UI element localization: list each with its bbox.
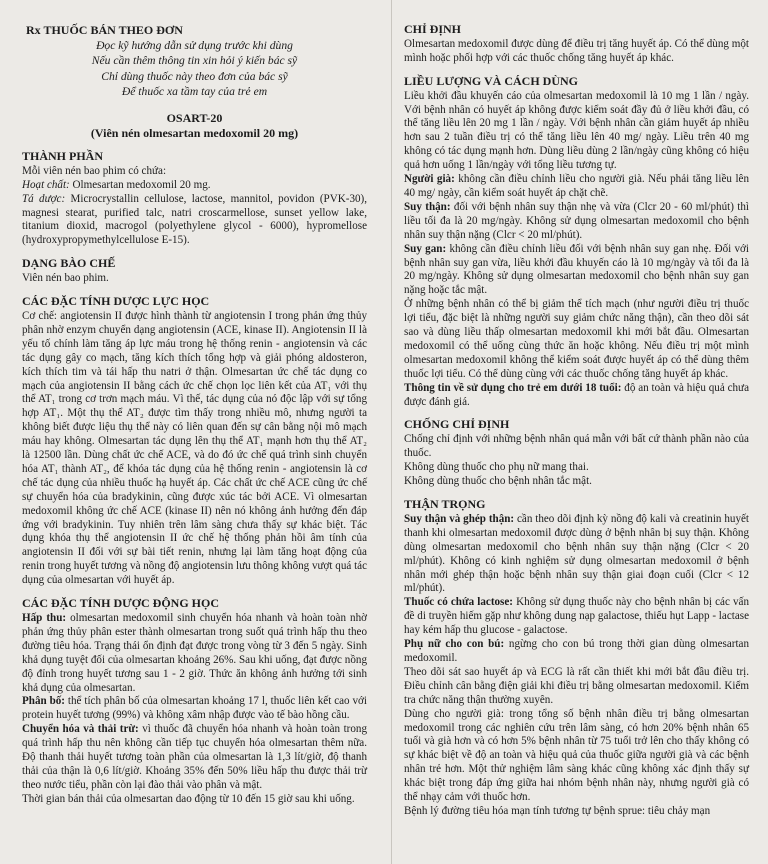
lactose-text: Không sử dụng thuốc này cho bệnh nhân bị các vấn đề di truyền hiếm gặp như không dung nạp galactose, thiếu hụt Lapp - lactase hay kém hấp thu glucose - galactose. <box>404 596 749 637</box>
renal-label: Suy thận: <box>404 200 451 213</box>
rx-label: Rx THUỐC BÁN THEO ĐƠN <box>26 23 183 37</box>
contraindications-heading: CHỐNG CHỈ ĐỊNH <box>404 417 510 432</box>
metabolism-paragraph <box>22 723 367 793</box>
warning-line: Nếu cần thêm thông tin xin hỏi ý kiến bác sỹ <box>91 54 298 68</box>
lactose-label: Thuốc có chứa lactose: <box>404 596 513 609</box>
right-column <box>404 4 749 819</box>
excipients <box>22 193 367 249</box>
composition-heading: THÀNH PHẦN <box>22 148 103 163</box>
absorption-label: Hấp thu: <box>22 612 67 624</box>
nursing-label: Phụ nữ cho con bú: <box>404 638 505 651</box>
precaution-lactose <box>404 596 749 638</box>
hepatic-text: không cần điều chỉnh liều đối với bệnh nhân suy gan nhẹ. Đối với bệnh nhân suy gan vừa, liều khởi đầu khuyến cáo là 10 mg/ngày và tối đa là 20 mg/ngày. Không sử dụng olmesartan medoxomil cho bệnh nhân suy gan nặng hoặc tắc mật. <box>404 242 750 297</box>
contraindication-item: Không dùng thuốc cho bệnh nhân tắc mật. <box>404 475 592 488</box>
precaution-gi: Bệnh lý đường tiêu hóa mạn tính tương tự bệnh sprue: tiêu chảy mạn <box>404 804 711 817</box>
excipients-label: Tá dược: <box>22 192 66 205</box>
distribution-paragraph <box>22 695 367 723</box>
precaution-nursing <box>404 638 749 666</box>
elderly-text: không cần điều chỉnh liều cho người già. Nếu phải tăng liều lên 40 mg/ ngày, cần kiểm soát huyết áp chặt chẽ. <box>404 173 749 199</box>
contraindication-item: Không dùng thuốc cho phụ nữ mang thai. <box>404 461 589 474</box>
precaution-renal-text: cần theo dõi định kỳ nồng độ kali và creatinin huyết thanh khi olmesartan medoxomil được dùng ở bệnh nhân bị suy thận. Không dùng olmesartan medoxomil cho bệnh nhân suy thận nặng (Clcr < 20 ml/phút). Không có kinh nghiệm sử dụng olmesartan medoxomil ở bệnh nhân mới ghép thận hoặc bệnh nhân suy thận giai đoạn cuối (Clcr < 12 ml/phút). <box>404 512 749 595</box>
contraindication-item: Chống chỉ định với những bệnh nhân quá mẫn với bất cứ thành phần nào của thuốc. <box>404 433 749 460</box>
column-divider <box>391 0 392 864</box>
distribution-text: thể tích phân bố của olmesartan khoảng 17 l, thuốc liên kết cao với protein huyết tương (99%) và không xâm nhập được vào tế bào hồng cầu. <box>22 695 367 722</box>
product-name: OSART-20 <box>166 110 223 125</box>
dosage-intro: Liều khởi đầu khuyến cáo của olmesartan medoxomil là 10 mg 1 lần / ngày. Với bệnh nhân có huyết áp không được kiểm soát đầy đủ ở liều khởi đầu, có thể tăng liều lên 20 mg 1 lần / ngày. Với bệnh nhân cần giảm huyết áp nhiều hơn sau 2 tuần điều trị có thể tăng liều lên 40 mg/ ngày. Liều trên 40 mg không có tác dụng mạnh hơn. Dùng liều dùng 2 lần/ngày cũng không có hiệu quả hơn uống 1 lần/ngày với tổng liều tương tự. <box>404 89 749 172</box>
active-text: Olmesartan medoxomil 20 mg. <box>69 178 211 191</box>
metabolism-label: Chuyển hóa và thải trừ: <box>22 723 139 736</box>
dosage-volume: Ở những bệnh nhân có thể bị giảm thể tích mạch (như người điều trị thuốc lợi tiểu, đặc biệt là những người suy giảm chức năng thận), cần theo dõi sát sao và dùng liều thấp olmesartan medoxomil khi mới bắt đầu. Olmesartan medoxomil có thể uống cùng thức ăn hoặc không. Nếu điều trị một mình olmesartan medoxomil không thể kiểm soát được huyết áp có thể dùng thêm thuốc lợi tiểu. Có thể dùng cùng với các thuốc chống tăng huyết áp khác. <box>404 298 749 380</box>
children-label: Thông tin về sử dụng cho trẻ em dưới 18 tuổi: <box>404 381 622 394</box>
precaution-renal-label: Suy thận và ghép thận: <box>404 512 515 525</box>
dosage-children <box>404 382 749 410</box>
dosage-renal <box>404 201 749 243</box>
precautions-heading: THẬN TRỌNG <box>404 497 486 511</box>
distribution-label: Phân bố: <box>22 695 65 708</box>
precaution-renal <box>404 513 749 596</box>
precaution-elderly: Dùng cho người già: trong tổng số bệnh nhân điều trị bằng olmesartan medoxomil trong các nghiên cứu trên lâm sàng, có hơn 20% bệnh nhân 65 tuổi và già hơn và có hơn 5% bệnh nhân từ 75 tuổi trở lên cho thấy không có sự khác biệt về độ an toàn và hiệu quả của thuốc giữa người già và các bệnh nhân trẻ hơn. Một thử nghiệm lâm sàng khác cũng không xác định thấy sự khác biệt trong đáp ứng giữa hai nhóm bệnh nhân này, nhưng người già có thể nhạy cảm với thuốc hơn. <box>404 707 749 804</box>
left-column <box>22 4 367 807</box>
dosage-hepatic <box>404 243 749 299</box>
half-life-text: Thời gian bán thải của olmesartan dao động từ 10 đến 15 giờ sau khi uống. <box>22 792 355 805</box>
warning-line: Để thuốc xa tầm tay của trẻ em <box>121 85 268 99</box>
dosage-form-heading: DẠNG BÀO CHẾ <box>22 256 116 271</box>
absorption-text: olmesartan medoxomil sinh chuyển hóa nhanh và hoàn toàn nhờ phản ứng thủy phân ester thành olmesartan trong suốt quá trình hấp thu theo đường tiêu hóa. Trạng thái ổn định đạt được trong vòng từ 3 đến 5 ngày. Sinh khả dụng tuyệt đối của olmesartan khoảng 26%. Sau khi uống, đạt được nồng độ đỉnh trong huyết tương sau 1 - 2 giờ. Thức ăn không ảnh hưởng tới sinh khả dụng của olmesartan. <box>22 612 367 694</box>
absorption-paragraph <box>22 612 367 695</box>
nursing-text: ngừng cho con bú trong thời gian dùng olmesartan medoxomil. <box>404 638 749 664</box>
hepatic-label: Suy gan: <box>404 242 447 255</box>
indications-heading: CHỈ ĐỊNH <box>404 22 462 36</box>
active-label: Hoạt chất: <box>22 178 70 191</box>
elderly-label: Người già: <box>404 173 455 186</box>
metabolism-text: vì thuốc đã chuyển hóa nhanh và hoàn toàn trong quá trình hấp thu nên không cần tiếp tục chuyển hóa olmesartan thêm nữa. Độ thanh thải huyết tương toàn phần của olmesartan là 1,3 lít/giờ, độ thanh thải của thận là 0,6 lít/giờ. Khoảng 35% đến 50% liều hấp thu được thải trừ theo nước tiểu, phần còn lại đào thải vào phân và mật. <box>22 723 367 791</box>
warning-line: Chỉ dùng thuốc này theo đơn của bác sỹ <box>101 69 288 83</box>
dosage-form-text: Viên nén bao phim. <box>22 272 109 285</box>
product-description: (Viên nén olmesartan medoxomil 20 mg) <box>90 125 299 140</box>
pharmacodynamics-text: Cơ chế: angiotensin II được hình thành từ angiotensin I trong phản ứng thủy phân nhờ enzym chuyển dạng angiotensin (ACE, kinase II). Angiotensin II là yếu tố chính làm tăng áp lực máu trong hệ thống renin - angiotensin và các tác dụng gây co mạch, tăng kích thích tổng hợp và giải phóng aldosteron, kích thích tim và tái hấp thu natri ở thận. Olmesartan ức chế tác dụng co mạch của angiotensin II bằng cách ức chế chọn lọc liên kết của AT₁ với thụ thể AT₁ trong cơ trơn mạch máu. Vì thế, tác dụng của nó độc lập với sự tổng hợp AT₁. Một thụ thể AT₂ được tìm thấy trong nhiều mô, nhưng người ta không biết được liệu thụ thể này có liên quan đến sự cân bằng nội mô mạch máu hay không. Olmesartan tác dụng lên thụ thể AT₁ mạnh hơn thụ thể AT₂ là 12500 lần. Dùng chất ức chế ACE, và do đó ức chế quá trình sinh chuyển hóa AT₁ thành AT₂, để khóa tác dụng của hệ thống renin - angiotensin là cơ chế tác dụng của nhiều thuốc hạ huyết áp. Các chất ức chế ACE cũng ức chế sự chuyển hóa của bradykinin, cũng được xúc tác bởi ACE. Vì olmesartan medoxomil không ức chế ACE (kinase II) nên nó không ảnh hưởng đến đáp ứng với bradykinin. Tuy nhiên trên lâm sàng chưa thấy sự khác biệt. Tác dụng khóa thụ thể angiotensin II ức chế hệ thống phản hồi âm tính của angiotensin II đối với sự bài tiết renin, nhưng lại làm tăng hoạt động của renin trong huyết tương và nồng độ angiotensin lưu thông không vượt quá tác dụng của olmesartan với huyết áp. <box>22 309 367 587</box>
excipients-text: Microcrystallin cellulose, lactose, mannitol, povidon (PVK-30), magnesi stearat, purified talc, natri croscarmellose, sunset yellow lake, titanium dioxid, macrogol (polyethylene glycol - 6000), hypromellose (hydroxypropymethylcellulose E-15). <box>22 192 367 247</box>
precaution-monitoring: Theo dõi sát sao huyết áp và ECG là rất cần thiết khi mới bắt đầu điều trị. Điều chỉnh cân bằng điện giải khi điều trị bằng olmesartan medoxomil. Kiểm tra chức năng thận thường xuyên. <box>404 665 749 706</box>
pharmacokinetics-heading: CÁC ĐẶC TÍNH DƯỢC ĐỘNG HỌC <box>22 596 220 611</box>
dosage-elderly <box>404 173 749 201</box>
indications-text: Olmesartan medoxomil được dùng để điều trị tăng huyết áp. Có thể dùng một mình hoặc phối hợp với các thuốc chống tăng huyết áp khác. <box>404 37 749 64</box>
children-text: độ an toàn và hiệu quả chưa được đánh giá. <box>404 381 749 408</box>
warning-line: Đọc kỹ hướng dẫn sử dụng trước khi dùng <box>96 38 293 52</box>
warnings-block <box>22 39 367 100</box>
dosage-heading: LIỀU LƯỢNG VÀ CÁCH DÙNG <box>404 73 579 88</box>
pharmacodynamics-heading: CÁC ĐẶC TÍNH DƯỢC LỰC HỌC <box>22 294 210 309</box>
renal-text: đối với bệnh nhân suy thận nhẹ và vừa (Clcr 20 - 60 ml/phút) thì liều tối đa là 20 mg/ngày. Không sử dụng olmesartan medoxomil cho bệnh nhân suy thận nặng (Clcr < 20 ml/phút). <box>404 200 750 241</box>
composition-intro: Mỗi viên nén bao phim có chứa: <box>22 164 167 177</box>
active-ingredient <box>22 179 367 193</box>
